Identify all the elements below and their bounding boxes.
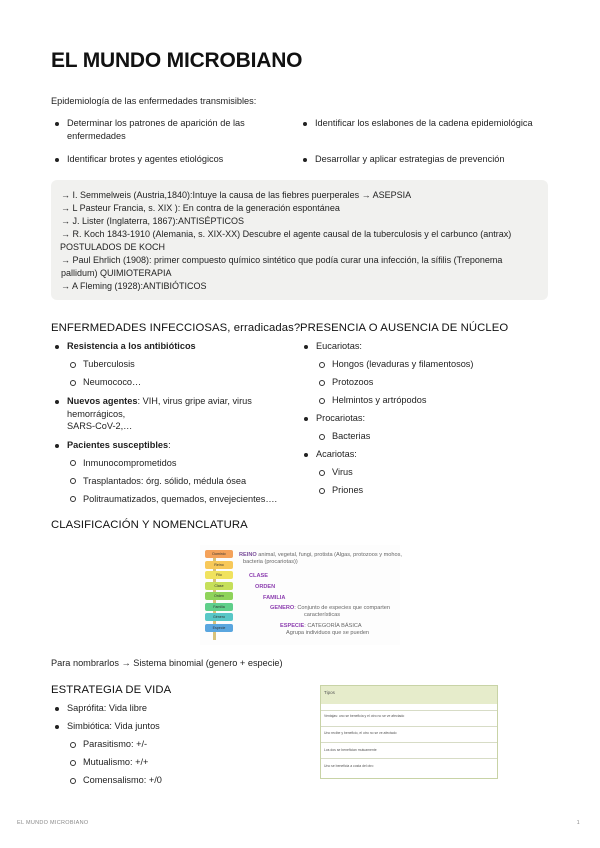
callout-line: POSTULADOS DE KOCH (60, 242, 166, 252)
list-item: Politraumatizados, quemados, envejecientes…. (67, 493, 292, 511)
callout-line: → I. Semmelweis (Austria,1840):Intuye la causa de las fiebres puerperales → ASEPSIA (61, 190, 412, 200)
taxonomy-familia: FAMILIA (263, 595, 286, 601)
binomial-text: Para nombrarlos → Sistema binomial (genero + especie) (51, 658, 283, 668)
taxonomy-level: Familia (205, 603, 233, 611)
list-item: Simbiótica: Vida juntos (52, 720, 292, 738)
list-item: Trasplantados: órg. sólido, médula ósea (67, 475, 292, 493)
callout-line: → Paul Ehrlich (1908): primer compuesto químico sintético que podía curar una infección, la sífilis (Treponema (61, 255, 503, 265)
page-title: EL MUNDO MICROBIANO (51, 49, 303, 72)
taxonomy-level: Especie (205, 624, 233, 632)
taxonomy-level: Dominio (205, 550, 233, 558)
callout-line: → A Fleming (1928):ANTIBIÓTICOS (61, 281, 207, 291)
genero-desc2: características (304, 611, 341, 618)
callout-line: pallidum) QUIMIOTERAPIA (61, 268, 172, 278)
objective-item: Determinar los patrones de aparición de las enfermedades (52, 117, 277, 142)
callout-line: → J. Lister (Inglaterra, 1867):ANTISÉPTICOS (61, 216, 245, 226)
table-row: Uno se beneficia a costa del otro (321, 758, 497, 777)
new-agents-label: Nuevos agentes (67, 396, 138, 406)
susceptible-label: Pacientes susceptibles (67, 439, 169, 450)
strategy-heading: ESTRATEGIA DE VIDA (51, 684, 172, 696)
list-item: Hongos (levaduras y filamentosos) (316, 358, 551, 376)
list-item: Virus (316, 466, 551, 484)
nucleus-list (301, 340, 551, 502)
list-item: Saprófita: Vida libre (52, 702, 292, 720)
classification-heading: CLASIFICACIÓN Y NOMENCLATURA (51, 519, 248, 531)
table-row: Los dos se benefician mutuamente (321, 742, 497, 758)
list-item: Priones (316, 484, 551, 502)
objectives-left (52, 117, 277, 166)
infectious-list (52, 340, 292, 511)
page-number: 1 (576, 820, 580, 826)
list-item (52, 395, 292, 433)
list-item: Procariotas: (301, 412, 551, 430)
list-item: Protozoos (316, 376, 551, 394)
list-item: Tuberculosis (67, 358, 292, 376)
taxonomy-orden: ORDEN (255, 584, 276, 590)
taxonomy-reino (239, 552, 402, 565)
taxonomy-clase: CLASE (249, 573, 268, 579)
list-item (52, 439, 292, 457)
list-item: Eucariotas: (301, 340, 551, 358)
new-agents-text3: SARS-CoV-2,… (67, 421, 133, 432)
genero-desc: : Conjunto de especies que comparten (294, 605, 391, 611)
taxonomy-level: Clase (205, 582, 233, 590)
list-item (52, 340, 292, 358)
reino-desc: animal, vegetal, fungi, protista (Algas, protozoos y mohos, (258, 552, 402, 558)
taxonomy-ladder (205, 548, 237, 643)
especie-desc: : CATEGORÍA BÁSICA (304, 623, 362, 629)
especie-label: ESPECIE (280, 623, 305, 629)
list-item: Acariotas: (301, 448, 551, 466)
callout-line: → R. Koch 1843-1910 (Alemania, s. XIX-XX) Descubre el agente causal de la tuberculosis y el carbunco (antrax) (61, 229, 512, 239)
table-header: Tipos (321, 686, 497, 704)
list-item: Neumococo… (67, 376, 292, 394)
new-agents-text2: hemorrágicos, (67, 408, 126, 419)
reino-label: REINO (239, 552, 257, 558)
objectives-right (300, 117, 550, 165)
nucleus-heading: PRESENCIA O AUSENCIA DE NÚCLEO (300, 322, 509, 334)
list-item: Bacterias (316, 430, 551, 448)
taxonomy-figure (200, 545, 400, 645)
objective-item: Desarrollar y aplicar estrategias de prevención (300, 153, 550, 166)
genero-label: GENERO (270, 605, 295, 611)
reino-desc2: bacteria (procariotas)) (243, 558, 298, 565)
especie-desc2: Agrupa individuos que se pueden (286, 629, 370, 636)
list-item: Helmintos y artrópodos (316, 394, 551, 412)
table-row: Uno recibe y beneficio, el otro no se ve afectado (321, 726, 497, 742)
new-agents-text: : VIH, virus gripe aviar, virus (137, 396, 252, 406)
objective-item: Identificar brotes y agentes etiológicos (52, 153, 277, 166)
susceptible-colon: : (168, 439, 171, 450)
list-item: Parasitismo: +/- (67, 738, 292, 756)
taxonomy-level: Filo (205, 571, 233, 579)
objective-item: Identificar los eslabones de la cadena epidemiológica (300, 117, 550, 130)
list-item: Mutualismo: +/+ (67, 756, 292, 774)
table-row: Ventajas: uno se beneficia y el otro no se ve afectado (321, 710, 497, 726)
taxonomy-level: Orden (205, 592, 233, 600)
strategy-table (320, 685, 498, 779)
taxonomy-especie (280, 623, 369, 636)
footer-title: EL MUNDO MICROBIANO (17, 820, 89, 826)
intro-text: Epidemiología de las enfermedades transmisibles: (51, 96, 257, 106)
taxonomy-level: Género (205, 613, 233, 621)
infectious-heading: ENFERMEDADES INFECCIOSAS, erradicadas? (51, 322, 301, 334)
resistance-label: Resistencia a los antibióticos (67, 341, 196, 351)
callout-line: → L Pasteur Francia, s. XIX ): En contra de la generación espontánea (61, 203, 340, 213)
list-item: Comensalismo: +/0 (67, 774, 292, 792)
strategy-list (52, 702, 292, 792)
taxonomy-level: Reino (205, 561, 233, 569)
taxonomy-genero (270, 605, 390, 618)
list-item: Inmunocomprometidos (67, 457, 292, 475)
history-callout (51, 180, 548, 300)
